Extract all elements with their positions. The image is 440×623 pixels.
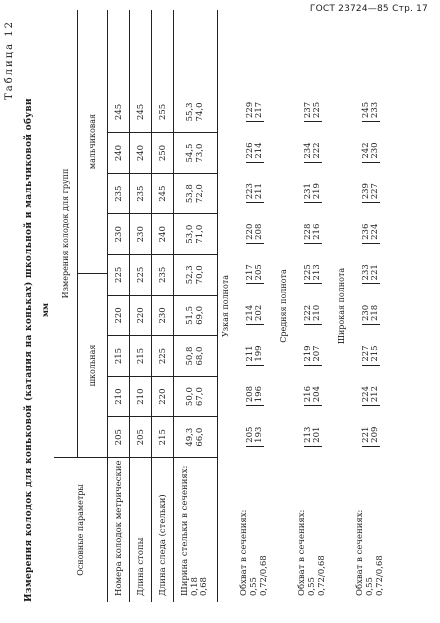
table-cell: 220 bbox=[130, 295, 151, 336]
cell-value: 221 bbox=[370, 264, 380, 281]
cell-value: 230 bbox=[360, 304, 371, 322]
cell-value: 227 bbox=[360, 345, 371, 362]
cell-value: 72,0 bbox=[194, 184, 205, 204]
cell-value: 225 bbox=[312, 101, 322, 119]
table-cell: 205 bbox=[130, 416, 151, 457]
cell-value: 222 bbox=[302, 304, 313, 322]
section-title: Узкая полнота bbox=[221, 274, 230, 338]
value-pair bbox=[304, 183, 323, 203]
section-title: Средняя полнота bbox=[279, 269, 288, 343]
table-cell: 240 bbox=[152, 213, 173, 254]
insole-label-text: Ширина стельки в сечениях: bbox=[179, 465, 190, 596]
table-cell bbox=[174, 416, 217, 457]
unit-label: мм bbox=[40, 303, 50, 317]
table-cell bbox=[350, 173, 392, 214]
girth-label bbox=[234, 457, 276, 602]
cell-value: 234 bbox=[302, 142, 313, 159]
cell-value: 216 bbox=[312, 223, 322, 240]
cell-value: 69,0 bbox=[194, 305, 205, 325]
row-label: Номера колодок метрические bbox=[108, 457, 129, 602]
table-row bbox=[108, 10, 130, 602]
cell-value: 242 bbox=[360, 142, 371, 159]
value-pair bbox=[362, 102, 381, 122]
table-cell: 255 bbox=[157, 103, 168, 121]
table-cell bbox=[174, 376, 217, 417]
cell-value: 213 bbox=[312, 264, 322, 281]
value-pair bbox=[304, 264, 323, 284]
table-cell bbox=[234, 254, 276, 295]
table-cell: 210 bbox=[130, 376, 151, 417]
insole-label bbox=[174, 457, 217, 602]
value-pair bbox=[304, 305, 323, 325]
cell-value: 53,8 bbox=[185, 184, 196, 204]
value-pair bbox=[304, 345, 323, 365]
cell-value: 52,3 bbox=[185, 265, 196, 285]
table-cell bbox=[234, 132, 276, 173]
table-cell bbox=[350, 295, 392, 336]
table-cell: 205 bbox=[108, 416, 129, 457]
table-title: Измерения колодок для коньковой (катания на коньках) школьной и мальчиковой обуви bbox=[24, 98, 34, 602]
cell-value: 216 bbox=[302, 386, 313, 403]
value-pair bbox=[362, 183, 381, 203]
value-pair bbox=[186, 225, 205, 244]
section-title: Широкая полнота bbox=[337, 267, 346, 345]
table-cell: 220 bbox=[152, 376, 173, 417]
table-cell bbox=[234, 376, 276, 417]
table-cell bbox=[292, 254, 334, 295]
cell-value: 214 bbox=[254, 142, 264, 159]
girth-label-text: Обхват в сечениях: bbox=[297, 509, 308, 596]
girth-row bbox=[350, 10, 392, 602]
cell-value: 220 bbox=[244, 223, 255, 240]
section-point: 0,55 bbox=[365, 577, 376, 596]
table-cell: 235 bbox=[130, 173, 151, 214]
cell-value: 222 bbox=[312, 142, 322, 159]
section-point: 0,72/0,68 bbox=[316, 555, 327, 596]
value-pair bbox=[186, 265, 205, 284]
cell-value: 51,5 bbox=[185, 305, 196, 325]
cell-value: 233 bbox=[360, 264, 371, 281]
value-pair bbox=[362, 305, 381, 325]
value-pair bbox=[362, 142, 381, 162]
value-pair bbox=[246, 102, 265, 122]
value-pair bbox=[246, 264, 265, 284]
value-pair bbox=[304, 386, 323, 406]
cell-value: 223 bbox=[244, 183, 255, 200]
table-cell: 230 bbox=[152, 295, 173, 336]
rotated-page bbox=[0, 10, 420, 610]
value-pair bbox=[186, 144, 205, 163]
section-point: 0,72/0,68 bbox=[258, 555, 269, 596]
cell-value: 226 bbox=[244, 142, 255, 159]
standard-number: ГОСТ 23724—85 bbox=[309, 4, 389, 14]
cell-value: 227 bbox=[370, 183, 380, 200]
row-cells bbox=[350, 10, 392, 457]
value-pair bbox=[304, 102, 323, 122]
cell-value: 215 bbox=[370, 345, 380, 362]
value-pair bbox=[362, 345, 381, 365]
cell-value: 50,0 bbox=[185, 387, 196, 407]
section-point: 0,72/0,68 bbox=[374, 555, 385, 596]
value-pair bbox=[246, 305, 265, 325]
value-pair bbox=[246, 345, 265, 365]
value-pair bbox=[246, 224, 265, 244]
cell-value: 73,0 bbox=[194, 143, 205, 163]
value-pair bbox=[304, 142, 323, 162]
cell-value: 202 bbox=[254, 304, 264, 322]
table-cell bbox=[350, 254, 392, 295]
table-cell bbox=[234, 295, 276, 336]
girth-label bbox=[350, 457, 392, 602]
table-cell: 240 bbox=[130, 132, 151, 173]
cell-value: 54,5 bbox=[185, 143, 196, 163]
cell-value: 212 bbox=[370, 386, 380, 403]
param-header: Основные параметры bbox=[54, 457, 108, 602]
table-cell: 235 bbox=[152, 254, 173, 295]
table-cell bbox=[234, 335, 276, 376]
school-header: школьная bbox=[78, 273, 107, 457]
cell-value: 217 bbox=[244, 264, 255, 281]
table-cell: 215 bbox=[130, 335, 151, 376]
table-cell bbox=[292, 376, 334, 417]
table-row bbox=[130, 10, 152, 602]
cell-value: 236 bbox=[360, 223, 371, 240]
table-cell: 240 bbox=[108, 132, 129, 173]
row-cells bbox=[108, 10, 129, 457]
table-cell bbox=[234, 213, 276, 254]
table-row bbox=[152, 10, 174, 602]
boys-header: мальчиковая bbox=[88, 113, 97, 170]
section-point: 0,68 bbox=[199, 577, 210, 596]
fullness-section bbox=[334, 10, 350, 602]
section-point: 0,55 bbox=[307, 577, 318, 596]
table-cell bbox=[292, 92, 334, 133]
table-cell: 245 bbox=[152, 173, 173, 214]
value-pair bbox=[186, 428, 205, 447]
value-pair bbox=[246, 142, 265, 162]
cell-value: 193 bbox=[254, 426, 264, 443]
table-cell bbox=[350, 132, 392, 173]
table-cell bbox=[174, 335, 217, 376]
cell-value: 67,0 bbox=[194, 387, 205, 407]
table-cell: 225 bbox=[152, 335, 173, 376]
table-cell bbox=[234, 173, 276, 214]
table-cell bbox=[174, 132, 217, 173]
table-cell bbox=[292, 132, 334, 173]
value-pair bbox=[186, 347, 205, 366]
value-pair bbox=[186, 306, 205, 325]
value-pair bbox=[246, 427, 265, 447]
cell-value: 217 bbox=[254, 101, 264, 119]
table-cell bbox=[350, 213, 392, 254]
cell-value: 211 bbox=[244, 345, 255, 362]
cell-value: 207 bbox=[312, 345, 322, 362]
cell-value: 224 bbox=[360, 386, 371, 403]
cell-value: 70,0 bbox=[194, 265, 205, 285]
cell-value: 53,0 bbox=[185, 224, 196, 244]
cell-value: 224 bbox=[370, 223, 380, 240]
cell-value: 233 bbox=[370, 101, 380, 119]
table-cell: 245 bbox=[135, 103, 146, 121]
table-number: Таблица 12 bbox=[4, 20, 15, 100]
table-cell bbox=[292, 416, 334, 457]
value-pair bbox=[246, 386, 265, 406]
table-cell: 215 bbox=[152, 416, 173, 457]
table-cell bbox=[174, 92, 217, 133]
cell-value: 230 bbox=[370, 142, 380, 159]
cell-value: 196 bbox=[254, 386, 264, 403]
cell-value: 205 bbox=[254, 264, 264, 281]
cell-value: 214 bbox=[244, 304, 255, 322]
group-header: Измерения колодок для групп bbox=[54, 10, 78, 457]
fullness-section bbox=[218, 10, 234, 602]
row-label: Длина следа (стельки) bbox=[152, 457, 173, 602]
value-pair bbox=[362, 224, 381, 244]
table-cell bbox=[234, 92, 276, 133]
table-cell: 235 bbox=[108, 173, 129, 214]
cell-value: 218 bbox=[370, 304, 380, 322]
table-cell: 220 bbox=[108, 295, 129, 336]
cell-value: 201 bbox=[312, 426, 322, 443]
table-cell: 225 bbox=[130, 254, 151, 295]
cell-value: 213 bbox=[302, 426, 313, 443]
table-head bbox=[54, 10, 108, 602]
cell-value: 66,0 bbox=[194, 427, 205, 447]
value-pair bbox=[304, 427, 323, 447]
girth-label-text: Обхват в сечениях: bbox=[239, 509, 250, 596]
girth-label-text: Обхват в сечениях: bbox=[355, 509, 366, 596]
value-pair bbox=[362, 427, 381, 447]
table-cell bbox=[292, 335, 334, 376]
cell-value: 74,0 bbox=[194, 102, 205, 122]
table-cell bbox=[234, 416, 276, 457]
table-cell: 245 bbox=[113, 103, 124, 121]
cell-value: 228 bbox=[302, 223, 313, 240]
cell-value: 55,3 bbox=[185, 102, 196, 122]
girth-label bbox=[292, 457, 334, 602]
value-pair bbox=[186, 184, 205, 203]
table-cell: 230 bbox=[130, 213, 151, 254]
cell-value: 68,0 bbox=[194, 346, 205, 366]
table-cell bbox=[174, 213, 217, 254]
table-cell bbox=[350, 376, 392, 417]
value-pair bbox=[362, 264, 381, 284]
value-pair bbox=[304, 224, 323, 244]
cell-value: 211 bbox=[254, 183, 264, 200]
cell-value: 205 bbox=[244, 426, 255, 443]
cell-value: 49,3 bbox=[185, 427, 196, 447]
table-cell: 230 bbox=[108, 213, 129, 254]
cell-value: 209 bbox=[370, 426, 380, 443]
value-pair bbox=[246, 183, 265, 203]
cell-value: 239 bbox=[360, 183, 371, 200]
table-cell: 210 bbox=[108, 376, 129, 417]
table-cell: 225 bbox=[108, 254, 129, 295]
cell-value: 231 bbox=[302, 183, 313, 200]
section-point: 0,55 bbox=[249, 577, 260, 596]
table-cell: 250 bbox=[152, 132, 173, 173]
table-cell bbox=[174, 254, 217, 295]
lasts-table bbox=[54, 10, 392, 602]
table-cell bbox=[292, 213, 334, 254]
cell-value: 210 bbox=[312, 304, 322, 322]
table-cell bbox=[350, 416, 392, 457]
section-point: 0,18 bbox=[189, 577, 200, 596]
cell-value: 229 bbox=[244, 101, 255, 119]
page-number: Стр. 17 bbox=[392, 4, 428, 14]
value-pair bbox=[186, 102, 205, 121]
cell-value: 237 bbox=[302, 101, 313, 119]
row-cells bbox=[174, 10, 217, 457]
table-cell bbox=[350, 335, 392, 376]
cell-value: 225 bbox=[302, 264, 313, 281]
insole-row bbox=[174, 10, 218, 602]
cell-value: 219 bbox=[302, 345, 313, 362]
girth-row bbox=[292, 10, 334, 602]
fullness-section bbox=[276, 10, 292, 602]
table-cell bbox=[174, 295, 217, 336]
cell-value: 219 bbox=[312, 183, 322, 200]
table-cell bbox=[350, 92, 392, 133]
table-cell bbox=[292, 173, 334, 214]
cell-value: 204 bbox=[312, 386, 322, 403]
row-cells bbox=[292, 10, 334, 457]
cell-value: 50,8 bbox=[185, 346, 196, 366]
cell-value: 221 bbox=[360, 426, 371, 443]
table-cell bbox=[174, 173, 217, 214]
cell-value: 208 bbox=[244, 386, 255, 403]
girth-row bbox=[234, 10, 276, 602]
cell-value: 71,0 bbox=[194, 224, 205, 244]
row-cells bbox=[234, 10, 276, 457]
row-cells bbox=[130, 10, 151, 457]
cell-value: 208 bbox=[254, 223, 264, 240]
table-cell bbox=[292, 295, 334, 336]
cell-value: 245 bbox=[360, 101, 371, 119]
cell-value: 199 bbox=[254, 345, 264, 362]
row-label: Длина стопы bbox=[130, 457, 151, 602]
row-cells bbox=[152, 10, 173, 457]
value-pair bbox=[186, 387, 205, 406]
value-pair bbox=[362, 386, 381, 406]
table-cell: 215 bbox=[108, 335, 129, 376]
